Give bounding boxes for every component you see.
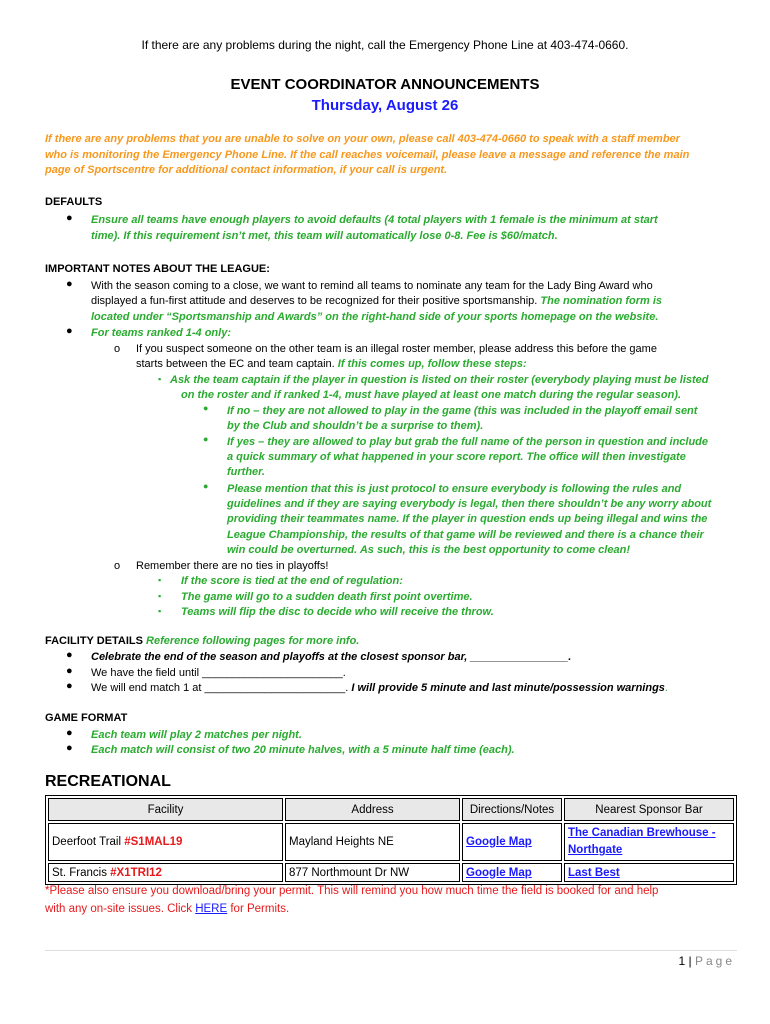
facility-cell [48, 863, 283, 882]
facility-name: St. Francis [52, 866, 111, 879]
footer-divider [45, 950, 737, 951]
bullet-circle: o [114, 343, 121, 355]
page-date: Thursday, August 26 [311, 97, 459, 114]
directions-cell [462, 863, 562, 882]
bullet-dot: ● [203, 403, 209, 413]
page-footer [678, 954, 735, 968]
intro-line-2: who is monitoring the Emergency Phone Line. If the call reaches voicemail, please leave a message and reference the main [45, 149, 690, 161]
notes-b2: For teams ranked 1-4 only: [91, 327, 231, 339]
notes-b1-line-2b: The nomination form is [540, 295, 663, 307]
bullet-square: ▪ [158, 374, 162, 384]
notes-b1-line-3: located under “Sportsmanship and Awards” on the right-hand side of your sports homepage on the website. [91, 311, 659, 323]
address-cell: 877 Northmount Dr NW [285, 863, 460, 882]
table-header-row [48, 798, 734, 821]
directions-cell [462, 823, 562, 861]
facility-b3b: I will provide 5 minute and last minute/possession warnings [351, 682, 665, 694]
facility-code: #S1MAL19 [124, 836, 183, 848]
notes-b1-line-2 [91, 294, 662, 310]
notes-b1-line-1: With the season coming to a close, we want to remind all teams to nominate any team for the Lady Bing Award who [91, 280, 653, 292]
defaults-line-1: Ensure all teams have enough players to avoid defaults (4 total players with 1 female is the minimum at start [91, 214, 658, 226]
bullet-dot: ● [66, 680, 73, 692]
table-row [48, 863, 734, 882]
recreational-heading: RECREATIONAL [45, 773, 171, 790]
address-cell: Mayland Heights NE [285, 823, 460, 861]
notes-u1-line-2: by the Club and shouldn’t be a surprise to them). [227, 420, 484, 432]
notes-u3-line-4: League Championship, the results of that game will be reviewed and there is a chance their [227, 529, 704, 541]
bullet-dot: ● [66, 325, 73, 337]
bullet-circle: o [114, 560, 121, 572]
bullet-dot: ● [203, 434, 209, 444]
notes-s1-line-2 [136, 357, 527, 373]
facility-b3a: We will end match 1 at _______________________. [91, 682, 352, 694]
notes-s1-line-2a: starts between the EC and team captain. [136, 358, 338, 370]
game-format-heading: GAME FORMAT [45, 712, 128, 724]
page-separator: | [685, 954, 695, 968]
bullet-dot: ● [66, 665, 73, 677]
notes-u2-line-2: a quick summary of what happened in your score report. The office will then investigate [227, 451, 686, 463]
notes-v1: If the score is tied at the end of regulation: [181, 575, 403, 587]
sponsor-cell [564, 863, 734, 882]
intro-line-3: page of Sportscentre for additional contact information, if your call is urgent. [45, 164, 448, 176]
facility-b3c: . [664, 682, 668, 694]
notes-u1-line-1: If no – they are not allowed to play in the game (this was included in the playoff email sent [227, 405, 698, 417]
notes-s1-line-2b: If this comes up, follow these steps: [337, 358, 527, 370]
permit-note-c: for Permits. [227, 903, 290, 915]
sponsor-link[interactable]: Northgate [568, 844, 623, 856]
permit-note-a: *Please also ensure you download/bring your permit. This will remind you how much time the field is booked for and help [45, 885, 659, 897]
facility-code: #X1TRI12 [110, 866, 162, 879]
notes-t1-line-2: on the roster and if ranked 1-4, must have played at least one match during the regular season). [181, 389, 682, 401]
column-header: Nearest Sponsor Bar [564, 798, 734, 821]
intro-line-1: If there are any problems that you are unable to solve on your own, please call 403-474-0660 to speak with a staff member [45, 133, 680, 145]
defaults-line-2: time). If this requirement isn’t met, this team will automatically lose 0-8. Fee is $60/match. [91, 230, 558, 242]
sponsor-link[interactable]: Last Best [568, 866, 620, 879]
bullet-square: ▪ [158, 606, 162, 616]
notes-u3-line-5: win could be overturned. As such, this is the best opportunity to come clean! [227, 544, 630, 556]
defaults-heading: DEFAULTS [45, 196, 103, 208]
notes-v3: Teams will flip the disc to decide who will receive the throw. [181, 606, 494, 618]
facility-b3 [91, 681, 668, 697]
google-map-link[interactable]: Google Map [466, 836, 532, 848]
bullet-dot: ● [66, 278, 73, 290]
facility-cell [48, 823, 283, 861]
facility-heading [45, 634, 359, 650]
bullet-square: ▪ [158, 575, 162, 585]
notes-s1-line-1: If you suspect someone on the other team is an illegal roster member, please address this before the game [136, 343, 657, 355]
bullet-dot: ● [66, 212, 73, 224]
bullet-square: ▪ [158, 591, 162, 601]
column-header: Directions/Notes [462, 798, 562, 821]
sponsor-link[interactable]: The Canadian Brewhouse - [568, 827, 716, 839]
facility-b2: We have the field until _______________________. [91, 667, 346, 679]
google-map-link[interactable]: Google Map [466, 866, 532, 879]
notes-u3-line-2: guidelines and if they are saying everybody is legal, then there shouldn’t be any worry about [227, 498, 712, 510]
facility-heading-label: FACILITY DETAILS [45, 635, 147, 647]
permit-note-b: with any on-site issues. Click [45, 903, 196, 915]
notes-u2-line-1: If yes – they are allowed to play but grab the full name of the person in question and include [227, 436, 709, 448]
facility-table [45, 795, 737, 885]
sponsor-cell [564, 823, 734, 861]
notes-heading: IMPORTANT NOTES ABOUT THE LEAGUE: [45, 263, 270, 275]
notes-s2: Remember there are no ties in playoffs! [136, 560, 329, 572]
game-format-b1: Each team will play 2 matches per night. [91, 729, 302, 741]
notes-u2-line-3: further. [227, 466, 265, 478]
notes-b1-line-2a: displayed a fun-first attitude and deserves to be recognized for their positive sportsmanship. [91, 295, 541, 307]
page-word: Page [694, 954, 735, 968]
bullet-dot: ● [66, 649, 73, 661]
notes-t1-line-1: Ask the team captain if the player in question is listed on their roster (everybody playing must be listed [170, 374, 709, 386]
bullet-dot: ● [66, 742, 73, 754]
page-title: EVENT COORDINATOR ANNOUNCEMENTS [230, 76, 540, 93]
facility-name: Deerfoot Trail [52, 836, 125, 848]
bullet-dot: ● [203, 481, 209, 491]
table-row [48, 823, 734, 861]
bullet-dot: ● [66, 727, 73, 739]
permit-note [45, 882, 737, 918]
facility-reference: Reference following pages for more info. [146, 635, 360, 647]
game-format-b2: Each match will consist of two 20 minute halves, with a 5 minute half time (each). [91, 744, 515, 756]
notes-u3-line-1: Please mention that this is just protocol to ensure everybody is following the rules and [227, 483, 682, 495]
notes-v2: The game will go to a sudden death first point overtime. [181, 591, 473, 603]
column-header: Address [285, 798, 460, 821]
column-header: Facility [48, 798, 283, 821]
permits-here-link[interactable]: HERE [195, 903, 228, 915]
emergency-header-note: If there are any problems during the night, call the Emergency Phone Line at 403-474-0660. [141, 38, 629, 52]
notes-u3-line-3: providing their teammates name. If the player in question ends up being illegal and wins the [227, 513, 708, 525]
facility-b1: Celebrate the end of the season and playoffs at the closest sponsor bar, ________________. [91, 651, 572, 663]
page-number: 1 [678, 954, 686, 968]
